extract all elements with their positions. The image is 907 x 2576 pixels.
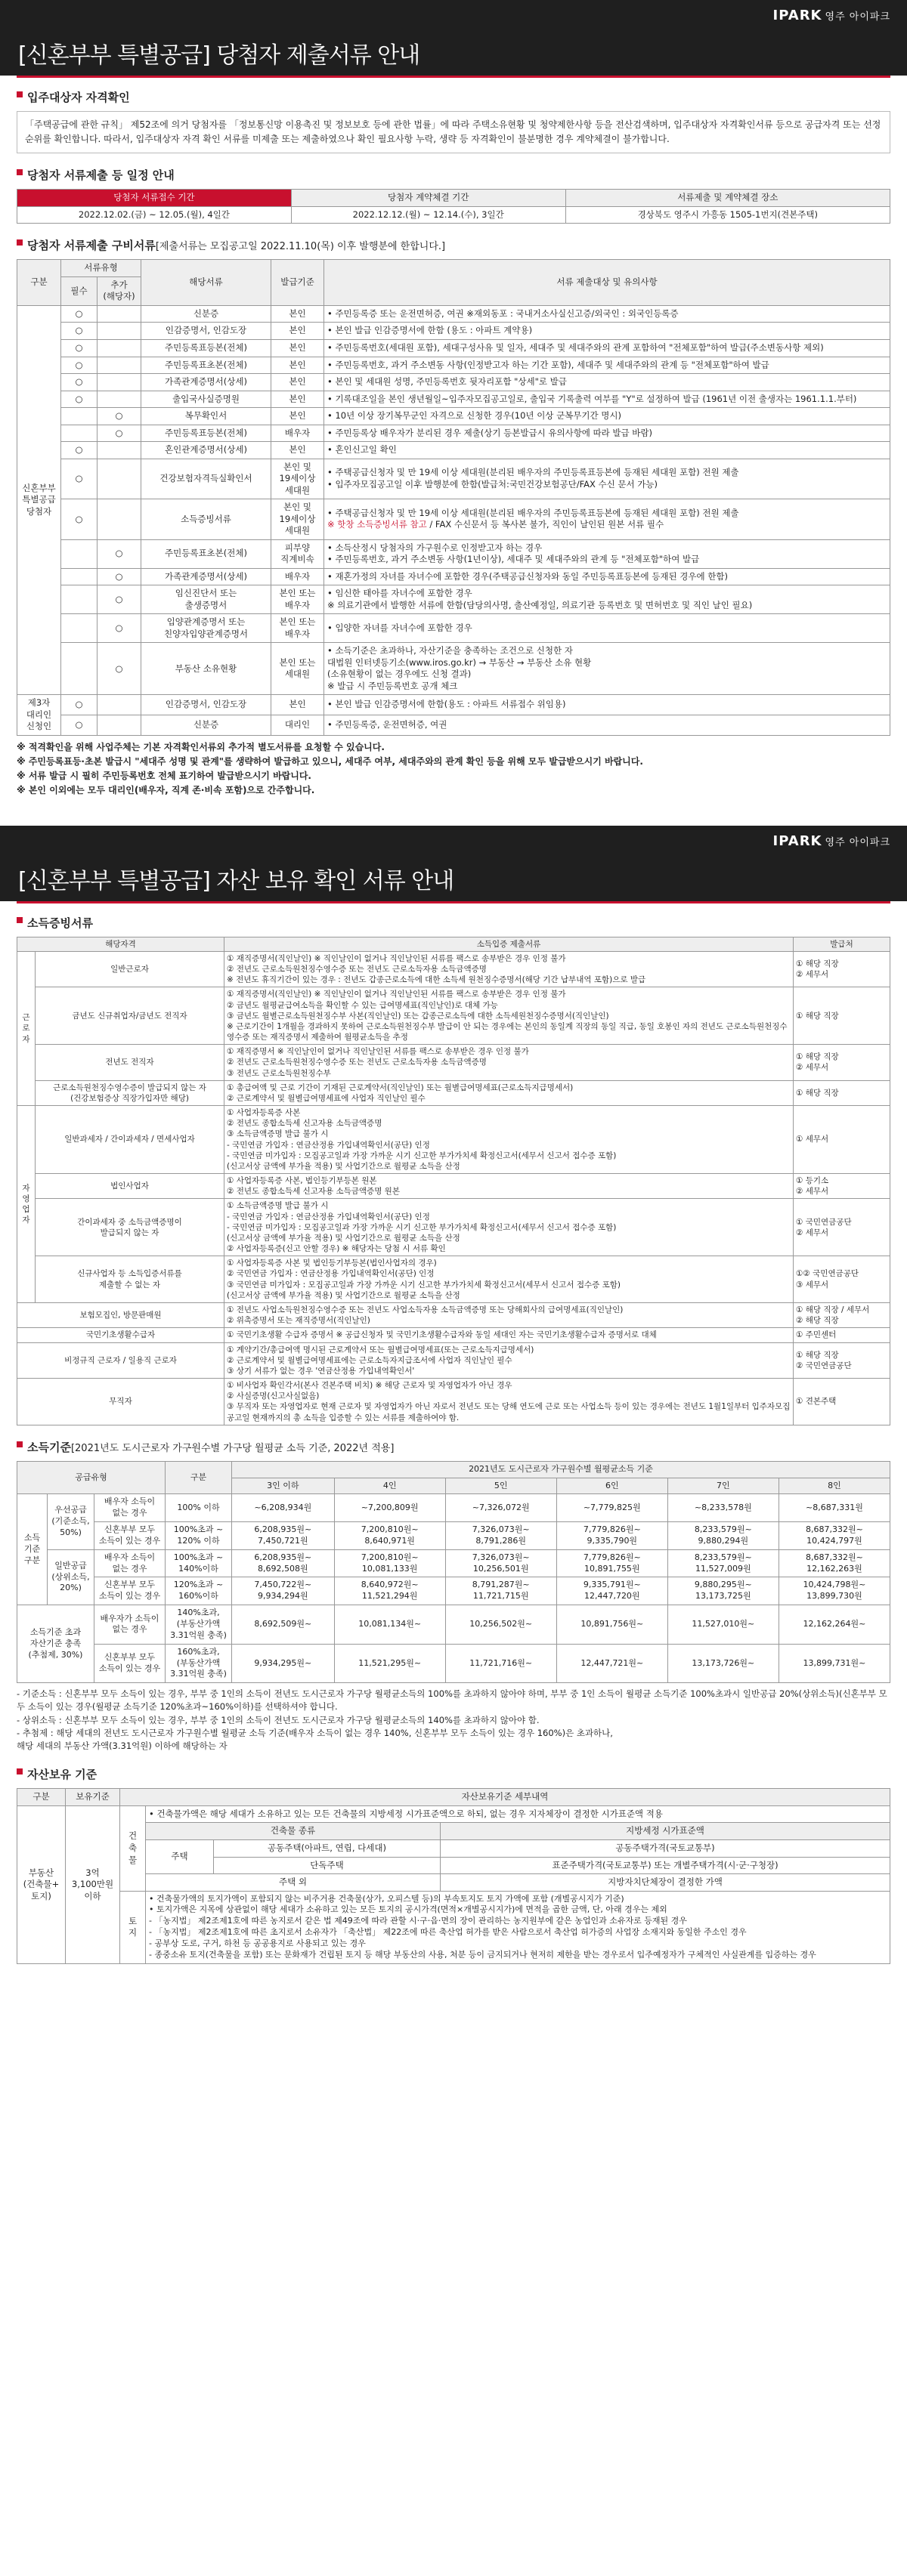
income-standard-row: 신혼부부 모두 소득이 있는 경우 100%초과 ~ 120% 이하 6,208,935원~ 7,450,721원 7,200,810원~ 8,640,971원 7,326,073원~ 8,791,286원 7,779,826원~ 9,335,790원 8,233,579원~ 9,880,294원 8,687,332원~ 10,424,797원 <box>17 1522 890 1550</box>
income-standard-row: 신혼부부 모두 소득이 있는 경우 160%초과, (부동산가액 3.31억원 충족) 9,934,295원~ 11,521,295원~ 11,721,716원~ 12,447,721원~ 13,173,726원~ 13,899,731원~ <box>17 1644 890 1683</box>
section-title-eligibility: 입주대상자 자격확인 <box>17 89 890 105</box>
document-row: ○ 부동산 소유현황 본인 또는 세대원 • 소득기준은 초과하나, 자산기준을 충족하는 조건으로 신청한 자 대법원 인터넷등기소(www.iros.go.kr) → 부동산 → 부동산 소유 현황 (소유현황이 없는 경우에도 신청 결과) ※ 발급 시 주민등록번호 공개 체크 <box>17 643 890 695</box>
income-proof-row: 전년도 전직자 ① 재직증명서 ※ 직인날인이 없거나 직인날인된 서류를 팩스로 송부받은 경우 인정 불가 ② 전년도 근로소득원천징수영수증 또는 전년도 근로소득자용 소득금액증명 ③ 전년도 근로소득원천징수부 ① 해당 직장 ② 세무서 <box>17 1045 890 1081</box>
note-line: - 추첨제 : 해당 세대의 전년도 도시근로자 가구원수별 월평균 소득 기준(배우자 소득이 없는 경우 140%, 신혼부부 모두 소득이 있는 경우 160%)은 초과하나, <box>17 1727 613 1738</box>
document-row: ○ 가족관계증명서(상세) 배우자 • 재혼가정의 자녀를 자녀수에 포함한 경우(주택공급신청자와 동일 주민등록표등본에 등재된 경우에 한함) <box>17 568 890 585</box>
income-proof-row: 법인사업자 ① 사업자등록증 사본, 법인등기부등본 원본 ② 전년도 종합소득세 신고자용 소득금액증명 원본 ① 등기소 ② 세무서 <box>17 1174 890 1199</box>
note-line: - 기준소득 : 신혼부부 모두 소득이 있는 경우, 부부 중 1인의 소득이 전년도 도시근로자 가구당 월평균소득의 100%를 초과하지 않아야 하며, 부부 중 1인 소득이 월평균 소득기준 100%초과시 일반공급 20%(상위소득)(신혼부부 모두 소득이 있는 경우(월평균 소득기준 120%초과~160%이하)를 선택하셔야 합니다. <box>17 1688 887 1713</box>
income-standard-row: 소득기준 초과 자산기준 충족 (추첨제, 30%) 배우자가 소득이 없는 경우 140%초과, (부동산가액 3.31억원 충족) 8,692,509원~ 10,081,134원~ 10,256,502원~ 10,891,756원~ 11,527,010원~ 12,162,264원~ <box>17 1605 890 1645</box>
document-row: ○ 입양관계증명서 또는 친양자입양관계증명서 본인 또는 배우자 • 입양한 자녀를 자녀수에 포함한 경우 <box>17 614 890 643</box>
section-title-documents: 당첨자 서류제출 구비서류[제출서류는 모집공고일 2022.11.10(목) 이후 발행분에 한합니다.] <box>17 237 890 253</box>
document-row: ○ 주민등록표초본(전체) 피부양 직계비속 • 소득산정시 당첨자의 가구원수로 인정받고자 하는 경우 • 주민등록번호, 과거 주소변동 사항(1년이상), 세대주 및 세대주와의 관계 등 "전체포함"하여 발급 <box>17 539 890 568</box>
note-line: ※ 본인 이외에는 모두 대리인(배우자, 직계 존·비속 포함)으로 간주합니다. <box>17 785 315 796</box>
documents-table: 구분 서류유형 해당서류 발급기준 서류 제출대상 및 유의사항 필수 추가 (해당자) 신혼부부 특별공급 당첨자 ○ 신분증 본인 • 주민등록증 또는 운전면허증, 여권 ※재외동포 : 국내거소사실신고증/외국인 : 외국인등록증 ○ 인감증명서, 인감도장 본인 • 본인 발급 인감증명서에 한함 (용도 : 아파트 계약용) ○ 주민등록표등본(전체) 본인 • 주민등록번호(세대원 포함), 세대구성사유 및 일자, 세대주 및 세대주와의 관계 포함하여 "전체포함"하여 발급(주소변동사항 제외) ○ 주민등록표초본(전체) 본인 • 주민등록번호, 과거 주소변동 사항(인정받고자 하는 기간 포함), 세대주 및 세대주와의 관계 등 "전체포함"하여 발급 ○ 가족관계증명서(상세) 본인 • 본인 및 세대원 성명, 주민등록번호 뒷자리포함 "상세"로 발급 ○ 출입국사실증명원 본인 • 기록대조일을 본인 생년월일~입주자모집공고일로, 출입국 기록출력 여부를 "Y"로 설정하여 발급 (1961년 이전 출생자는 1961.1.1.부터) ○ 복무확인서 본인 • 10년 이상 장기복무군인 자격으로 신청한 경우(10년 이상 군복무기간 명시) ○ 주민등록표등본(전체) 배우자 • 주민등록상 배우자가 분리된 경우 제출(상기 등본발급시 유의사항에 따라 발급 바람) ○ 혼인관계증명서(상세) 본인 • 혼인신고일 확인 ○ 건강보험자격득실확인서 본인 및 19세이상 세대원 • 주택공급신청자 및 만 19세 이상 세대원(분리된 배우자의 주민등록표등본에 등재된 세대원 포함) 전원 제출 • 입주자모집공고일 이후 발행분에 한함(발급처:국민건강보험공단/FAX 수신 문서 가능) ○ 소득증빙서류 본인 및 19세이상 세대원 • 주택공급신청자 및 만 19세 이상 세대원(분리된 배우자의 주민등록표등본에 등재된 세대원 포함) 전원 제출 ※ 핫창 소득증빙서류 참고 / FAX 수신문서 등 복사본 불가, 직인이 날인된 원본 서류 필수 ○ 주민등록표초본(전체) 피부양 직계비속 • 소득산정시 당첨자의 가구원수로 인정받고자 하는 경우 • 주민등록번호, 과거 주소변동 사항(1년이상), 세대주 및 세대주와의 관계 등 "전체포함"하여 발급 ○ 가족관계증명서(상세) 배우자 • 재혼가정의 자녀를 자녀수에 포함한 경우(주택공급신청자와 동일 주민등록표등본에 등재된 경우에 한함) ○ 임신진단서 또는 출생증명서 본인 또는 배우자 • 임신한 태아를 자녀수에 포함한 경우 ※ 의료기관에서 발행한 서류에 한함(담당의사명, 출산예정일, 의료기관 등록번호 및 면허번호 및 직인 날인 필요) ○ 입양관계증명서 또는 친양자입양관계증명서 본인 또는 배우자 • 입양한 자녀를 자녀수에 포함한 경우 ○ 부동산 소유현황 본인 또는 세대원 • 소득기준은 초과하나, 자산기준을 충족하는 조건으로 신청한 자 대법원 인터넷등기소(www.iros.go.kr) → 부동산 → 부동산 소유 현황 (소유현황이 없는 경우에도 신청 결과) ※ 발급 시 주민등록번호 공개 체크 제3자 대리인 신청인 ○ 인감증명서, 인감도장 본인 • 본인 발급 인감증명서에 한함(용도 : 아파트 서류접수 위임용) ○ 신분증 대리인 • 주민등록증, 운전면허증, 여권 <box>17 259 890 736</box>
documents-notes <box>17 740 890 798</box>
header-band-1 <box>0 0 907 76</box>
proxy-row: 제3자 대리인 신청인 ○ 인감증명서, 인감도장 본인 • 본인 발급 인감증명서에 한함(용도 : 아파트 서류접수 위임용) <box>17 695 890 715</box>
document-row: ○ 가족관계증명서(상세) 본인 • 본인 및 세대원 성명, 주민등록번호 뒷자리포함 "상세"로 발급 <box>17 374 890 391</box>
document-row: ○ 소득증빙서류 본인 및 19세이상 세대원 • 주택공급신청자 및 만 19세 이상 세대원(분리된 배우자의 주민등록표등본에 등재된 세대원 포함) 전원 제출 ※ 핫창 소득증빙서류 참고 / FAX 수신문서 등 복사본 불가, 직인이 날인된 원본 서류 필수 <box>17 499 890 540</box>
income-standard-table: 공급유형 구분 2021년도 도시근로자 가구원수별 월평균소득 기준 3인 이하 4인 5인 6인 7인 8인 소득 기준 구분 우선공급 (기준소득, 50%) 배우자 소득이 없는 경우 100% 이하 ~6,208,934원 ~7,200,809원 ~7,326,072원 ~7,779,825원 ~8,233,578원 ~8,687,331원 신혼부부 모두 소득이 있는 경우 100%초과 ~ 120% 이하 6,208,935원~ 7,450,721원 7,200,810원~ 8,640,971원 7,326,073원~ 8,791,286원 7,779,826원~ 9,335,790원 8,233,579원~ 9,880,294원 8,687,332원~ 10,424,797원 일반공급 (상위소득, 20%) 배우자 소득이 없는 경우 100%초과 ~ 140%이하 6,208,935원~ 8,692,508원 7,200,810원~ 10,081,133원 7,326,073원~ 10,256,501원 7,779,826원~ 10,891,755원 8,233,579원~ 11,527,009원 8,687,332원~ 12,162,263원 신혼부부 모두 소득이 있는 경우 120%초과 ~ 160%이하 7,450,722원~ 9,934,294원 8,640,972원~ 11,521,294원 8,791,287원~ 11,721,715원 9,335,791원~ 12,447,720원 9,880,295원~ 13,173,725원 10,424,798원~ 13,899,730원 소득기준 초과 자산기준 충족 (추첨제, 30%) 배우자가 소득이 없는 경우 140%초과, (부동산가액 3.31억원 충족) 8,692,509원~ 10,081,134원~ 10,256,502원~ 10,891,756원~ 11,527,010원~ 12,162,264원~ 신혼부부 모두 소득이 있는 경우 160%초과, (부동산가액 3.31억원 충족) 9,934,295원~ 11,521,295원~ 11,721,716원~ 12,447,721원~ 13,173,726원~ 13,899,731원~ <box>17 1461 890 1684</box>
page-title-2: [신혼부부 특별공급] 자산 보유 확인 서류 안내 <box>18 867 454 894</box>
document-row: ○ 주민등록표초본(전체) 본인 • 주민등록번호, 과거 주소변동 사항(인정받고자 하는 기간 포함), 세대주 및 세대주와의 관계 등 "전체포함"하여 발급 <box>17 357 890 374</box>
brand-logo: IPARK 영주 아이파크 <box>772 8 890 23</box>
document-row: ○ 임신진단서 또는 출생증명서 본인 또는 배우자 • 임신한 태아를 자녀수에 포함한 경우 ※ 의료기관에서 발행한 서류에 한함(담당의사명, 출산예정일, 의료기관 등록번호 및 면허번호 및 직인 날인 필요) <box>17 585 890 614</box>
income-proof-row: 보험모집인, 방문판매원 ① 전년도 사업소득원천징수영수증 또는 전년도 사업소득자용 소득금액증명 또는 당해회사의 급여명세표(직인날인) ② 위촉증명서 또는 재직증명서(직인날인) ① 해당 직장 / 세무서 ② 해당 직장 <box>17 1302 890 1327</box>
income-proof-row: 무직자 ① 비사업자 확인각서(본사 견본주택 비치) ※ 해당 근로자 및 자영업자가 아닌 경우 ② 사실증명(신고사실없음) ③ 무직자 또는 자영업자로 현재 근로자 및 자영업자가 아닌 자로서 전년도 또는 당해 연도에 근로 또는 사업소득 등이 있는 경우에는 전년도 1월1일부터 입주자모집공고일 현재까지의 총 소득을 입증할 수 있는 서류를 제출하여야 함. ① 견본주택 <box>17 1379 890 1425</box>
income-proof-row: 금년도 신규취업자/금년도 전직자 ① 재직증명서(직인날인) ※ 직인날인이 없거나 직인날인된 서류를 팩스로 송부받은 경우 인정 불가 ② 금년도 월평균급여소득을 확인할 수 있는 급여명세표(직인날인)로 대체 가능 ③ 금년도 월별근로소득원천징수부 사본(직인날인) 또는 갑종근로소득에 대한 소득세원천징수증명서(직인날인) ※ 근로기간이 1개월을 경과하지 못하여 근로소득원천징수부 발급이 안 되는 경우에는 본인의 동일계 직장의 동일 직급, 동일 호봉인 자의 전년도 근로소득원천징수영수증 또는 재직증명서 제출하여 월평균소득을 추정 ① 해당 직장 <box>17 987 890 1045</box>
document-row: ○ 건강보험자격득실확인서 본인 및 19세이상 세대원 • 주택공급신청자 및 만 19세 이상 세대원(분리된 배우자의 주민등록표등본에 등재된 세대원 포함) 전원 제출 • 입주자모집공고일 이후 발행분에 한함(발급처:국민건강보험공단/FAX 수신 문서 가능) <box>17 459 890 499</box>
income-standard-row: 소득 기준 구분 우선공급 (기준소득, 50%) 배우자 소득이 없는 경우 100% 이하 ~6,208,934원 ~7,200,809원 ~7,326,072원 ~7,779,825원 ~8,233,578원 ~8,687,331원 <box>17 1494 890 1522</box>
brand-logo-2: IPARK 영주 아이파크 <box>772 832 890 849</box>
section-title-income-proof: 소득증빙서류 <box>17 915 890 931</box>
income-standard-row: 일반공급 (상위소득, 20%) 배우자 소득이 없는 경우 100%초과 ~ 140%이하 6,208,935원~ 8,692,508원 7,200,810원~ 10,081,133원 7,326,073원~ 10,256,501원 7,779,826원~ 10,891,755원 8,233,579원~ 11,527,009원 8,687,332원~ 12,162,263원 <box>17 1549 890 1577</box>
schedule-table: 당첨자 서류접수 기간 당첨자 계약체결 기간 서류제출 및 계약체결 장소 2022.12.02.(금) ~ 12.05.(월), 4일간 2022.12.12.(월) ~ 12.14.(수), 3일간 경상북도 영주시 가흥동 1505-1번지(견본주택) <box>17 189 890 224</box>
income-proof-row: 자영업자 일반과세자 / 간이과세자 / 면세사업자 ① 사업자등록증 사본 ② 전년도 종합소득세 신고자용 소득금액증명 ③ 소득금액증명 발급 불가 시 - 국민연금 가입자 : 연금산정용 가입내역확인서(공단) 인정 - 국민연금 미가입자 : 모집공고일과 가장 가까운 시기 신고한 부가가치세 확정신고서(세무서 신고서 접수증 포함) (신고서상 금액에 부가율 적용) 및 사업기간으로 월평균 소득을 산정 ① 세무서 <box>17 1106 890 1174</box>
income-proof-row: 근로소득원천징수영수증이 발급되지 않는 자 (건강보험증상 직장가입자만 해당) ① 총급여액 및 근로 기간이 기재된 근로계약서(직인날인) 또는 월별급여명세표(근로소득지급명세서) ② 근로계약서 및 월별급여명세표에 사업자 직인날인 필수 ① 해당 직장 <box>17 1080 890 1105</box>
section-title-asset: 자산보유 기준 <box>17 1766 890 1782</box>
note-line: 해당 세대의 부동산 가액(3.31억원) 이하에 해당하는 자 <box>17 1740 228 1752</box>
asset-table: 구분 보유기준 자산보유기준 세부내역 부동산 (건축물+ 토지) 3억 3,100만원 이하 건 축 물 • 건축물가액은 해당 세대가 소유하고 있는 모든 건축물의 지방세정 시가표준액으로 하되, 없는 경우 지자체장이 결정한 시가표준액 적용 건축물 종류 지방세정 시가표준액 주택 공동주택(아파트, 연립, 다세대) 공동주택가격(국토교통부) 단독주택 표준주택가격(국토교통부) 또는 개별주택가격(시·군·구청장) 주택 외 지방자치단체장이 결정한 가액 토 지 • 건축물가액의 토지가액이 포함되지 않는 비주거용 건축물(상가, 오피스텔 등)의 부속토지도 토지 가액에 포함 (개별공시지가 기준) • 토지가액은 지목에 상관없이 해당 세대가 소유하고 있는 모든 토지의 공시가격(면적×개별공시지가)에 면적을 곱한 금액, 단, 아래 경우는 제외 - 「농지법」 제2조제1호에 따른 농지로서 같은 법 제49조에 따라 관할 시·구·읍·면의 장이 관리하는 농지원부에 같은 농업인과 소유자로 등재된 경우 - 「농지법」 제2조제1호에 따른 초지로서 소유자가 「축산법」 제22조에 따른 축산업 허가를 받은 사람으로서 축산업 허가증의 사업장 소재지와 동일한 주소인 경우 - 공부상 도로, 구거, 하천 등 공공용지로 사용되고 있는 경우 - 종중소유 토지(건축물을 포함) 또는 문화재가 건립된 토지 등 해당 부동산의 사용, 처분 등이 금지되거나 현저히 제한을 받는 경우로서 입주예정자가 구체적인 사실관계를 입증하는 경우 <box>17 1788 890 1963</box>
income-proof-row: 국민기초생활수급자 ① 국민기초생활 수급자 증명서 ※ 공급신청자 및 국민기초생활수급자와 동일 세대인 자는 국민기초생활수급자 증명서로 대체 ① 주민센터 <box>17 1328 890 1342</box>
income-proof-row: 간이과세자 중 소득금액증명이 발급되지 않는 자 ① 소득금액증명 발급 불가 시 - 국민연금 가입자 : 연금산정용 가입내역확인서(공단) 인정 - 국민연금 미가입자 : 모집공고일과 가장 가까운 시기 신고한 부가가치세 확정신고서(세무서 신고서 접수증 포함) (신고서상 금액에 부가율 적용) 및 사업기간으로 월평균 소득을 산정 ② 사업자등록증(신고 안할 경우) ※ 해당자는 당첨 시 서류 확인 ① 국민연금공단 ② 세무서 <box>17 1199 890 1256</box>
section-title-income-standard: 소득기준[2021년도 도시근로자 가구원수별 가구당 월평균 소득 기준, 2022년 적용] <box>17 1439 890 1455</box>
note-line: ※ 주민등록표등·초본 발급시 "세대주 성명 및 관계"를 생략하여 발급하고 있으니, 세대주 여부, 세대주와의 관계 확인 등을 위해 모두 발급받으시기 바랍니다. <box>17 756 643 768</box>
document-row: ○ 복무확인서 본인 • 10년 이상 장기복무군인 자격으로 신청한 경우(10년 이상 군복무기간 명시) <box>17 408 890 425</box>
page-title: [신혼부부 특별공급] 당첨자 제출서류 안내 <box>18 42 420 69</box>
income-standard-notes <box>17 1688 890 1753</box>
income-proof-row: 근로자 일반근로자 ① 재직증명서(직인날인) ※ 직인날인이 없거나 직인날인된 서류를 팩스로 송부받은 경우 인정 불가 ② 전년도 근로소득원천징수영수증 또는 전년도 근로소득자용 소득금액증명 ※ 전년도 휴직기간이 있는 경우 : 전년도 갑종근로소득에 대한 소득세 원천징수증명서(해당 기간 납부내역 포함)으로 발급 ① 해당 직장 ② 세무서 <box>17 951 890 987</box>
note-line: ※ 서류 발급 시 필히 주민등록번호 전체 표기하여 발급받으시기 바랍니다. <box>17 771 311 782</box>
document-row: 신혼부부 특별공급 당첨자 ○ 신분증 본인 • 주민등록증 또는 운전면허증, 여권 ※재외동포 : 국내거소사실신고증/외국인 : 외국인등록증 <box>17 305 890 323</box>
document-row: ○ 인감증명서, 인감도장 본인 • 본인 발급 인감증명서에 한함 (용도 : 아파트 계약용) <box>17 323 890 340</box>
document-row: ○ 혼인관계증명서(상세) 본인 • 혼인신고일 확인 <box>17 442 890 459</box>
income-proof-table: 해당자격 소득입증 제출서류 발급처 근로자 일반근로자 ① 재직증명서(직인날인) ※ 직인날인이 없거나 직인날인된 서류를 팩스로 송부받은 경우 인정 불가 ② 전년도 근로소득원천징수영수증 또는 전년도 근로소득자용 소득금액증명 ※ 전년도 휴직기간이 있는 경우 : 전년도 갑종근로소득에 대한 소득세 원천징수증명서(해당 기간 납부내역 포함)으로 발급 ① 해당 직장 ② 세무서 금년도 신규취업자/금년도 전직자 ① 재직증명서(직인날인) ※ 직인날인이 없거나 직인날인된 서류를 팩스로 송부받은 경우 인정 불가 ② 금년도 월평균급여소득을 확인할 수 있는 급여명세표(직인날인)로 대체 가능 ③ 금년도 월별근로소득원천징수부 사본(직인날인) 또는 갑종근로소득에 대한 소득세원천징수증명서(직인날인) ※ 근로기간이 1개월을 경과하지 못하여 근로소득원천징수부 발급이 안 되는 경우에는 본인의 동일계 직장의 동일 직급, 동일 호봉인 자의 전년도 근로소득원천징수영수증 또는 재직증명서 제출하여 월평균소득을 추정 ① 해당 직장 전년도 전직자 ① 재직증명서 ※ 직인날인이 없거나 직인날인된 서류를 팩스로 송부받은 경우 인정 불가 ② 전년도 근로소득원천징수영수증 또는 전년도 근로소득자용 소득금액증명 ③ 전년도 근로소득원천징수부 ① 해당 직장 ② 세무서 근로소득원천징수영수증이 발급되지 않는 자 (건강보험증상 직장가입자만 해당) ① 총급여액 및 근로 기간이 기재된 근로계약서(직인날인) 또는 월별급여명세표(근로소득지급명세서) ② 근로계약서 및 월별급여명세표에 사업자 직인날인 필수 ① 해당 직장 자영업자 일반과세자 / 간이과세자 / 면세사업자 ① 사업자등록증 사본 ② 전년도 종합소득세 신고자용 소득금액증명 ③ 소득금액증명 발급 불가 시 - 국민연금 가입자 : 연금산정용 가입내역확인서(공단) 인정 - 국민연금 미가입자 : 모집공고일과 가장 가까운 시기 신고한 부가가치세 확정신고서(세무서 신고서 접수증 포함) (신고서상 금액에 부가율 적용) 및 사업기간으로 월평균 소득을 산정 ① 세무서 법인사업자 ① 사업자등록증 사본, 법인등기부등본 원본 ② 전년도 종합소득세 신고자용 소득금액증명 원본 ① 등기소 ② 세무서 간이과세자 중 소득금액증명이 발급되지 않는 자 ① 소득금액증명 발급 불가 시 - 국민연금 가입자 : 연금산정용 가입내역확인서(공단) 인정 - 국민연금 미가입자 : 모집공고일과 가장 가까운 시기 신고한 부가가치세 확정신고서(세무서 신고서 접수증 포함) (신고서상 금액에 부가율 적용) 및 사업기간으로 월평균 소득을 산정 ② 사업자등록증(신고 안할 경우) ※ 해당자는 당첨 시 서류 확인 ① 국민연금공단 ② 세무서 신규사업자 등 소득입증서류를 제출할 수 없는 자 ① 사업자등록증 사본 및 법인등기부등본(법인사업자의 경우) ② 국민연금 가입자 : 연금산정용 가입내역확인서(공단) 인정 ③ 국민연금 미가입자 : 모집공고일과 가장 가까운 시기 신고한 부가가치세 확정신고서(세무서 신고서 접수증 포함) (신고서상 금액에 부가율 적용) 및 사업기간으로 월평균 소득을 산정 ①② 국민연금공단 ③ 세무서 보험모집인, 방문판매원 ① 전년도 사업소득원천징수영수증 또는 전년도 사업소득자용 소득금액증명 또는 당해회사의 급여명세표(직인날인) ② 위촉증명서 또는 재직증명서(직인날인) ① 해당 직장 / 세무서 ② 해당 직장 국민기초생활수급자 ① 국민기초생활 수급자 증명서 ※ 공급신청자 및 국민기초생활수급자와 동일 세대인 자는 국민기초생활수급자 증명서로 대체 ① 주민센터 비정규직 근로자 / 일용직 근로자 ① 계약기간/총급여액 명시된 근로계약서 또는 월별급여명세표(또는 근로소득지급명세서) ② 근로계약서 및 월별급여명세표에는 근로소득자지급조서에 사업자 직인날인 필수 ③ 상기 서류가 없는 경우 '연금산정용 가입내역확인서' ① 해당 직장 ② 국민연금공단 무직자 ① 비사업자 확인각서(본사 견본주택 비치) ※ 해당 근로자 및 자영업자가 아닌 경우 ② 사실증명(신고사실없음) ③ 무직자 또는 자영업자로 현재 근로자 및 자영업자가 아닌 자로서 전년도 또는 당해 연도에 근로 또는 사업소득 등이 있는 경우에는 전년도 1월1일부터 입주자모집공고일 현재까지의 총 소득을 입증할 수 있는 서류를 제출하여야 함. ① 견본주택 <box>17 937 890 1425</box>
note-line: - 상위소득 : 신혼부부 모두 소득이 있는 경우, 부부 중 1인의 소득이 전년도 도시근로자 가구당 월평균소득의 140%를 초과하지 않아야 함. <box>17 1714 540 1725</box>
note-line: ※ 적격확인을 위해 사업주체는 기본 자격확인서류외 추가적 별도서류를 요청할 수 있습니다. <box>17 741 385 752</box>
header-band-2 <box>0 826 907 901</box>
income-standard-row: 신혼부부 모두 소득이 있는 경우 120%초과 ~ 160%이하 7,450,722원~ 9,934,294원 8,640,972원~ 11,521,294원 8,791,287원~ 11,721,715원 9,335,791원~ 12,447,720원 9,880,295원~ 13,173,725원 10,424,798원~ 13,899,730원 <box>17 1577 890 1605</box>
document-row: ○ 주민등록표등본(전체) 배우자 • 주민등록상 배우자가 분리된 경우 제출(상기 등본발급시 유의사항에 따라 발급 바람) <box>17 425 890 442</box>
section-title-schedule: 당첨자 서류제출 등 일정 안내 <box>17 167 890 183</box>
proxy-row: ○ 신분증 대리인 • 주민등록증, 운전면허증, 여권 <box>17 715 890 736</box>
income-proof-row: 비정규직 근로자 / 일용직 근로자 ① 계약기간/총급여액 명시된 근로계약서 또는 월별급여명세표(또는 근로소득지급명세서) ② 근로계약서 및 월별급여명세표에는 근로소득자지급조서에 사업자 직인날인 필수 ③ 상기 서류가 없는 경우 '연금산정용 가입내역확인서' ① 해당 직장 ② 국민연금공단 <box>17 1342 890 1379</box>
document-row: ○ 출입국사실증명원 본인 • 기록대조일을 본인 생년월일~입주자모집공고일로, 출입국 기록출력 여부를 "Y"로 설정하여 발급 (1961년 이전 출생자는 1961.1.1.부터) <box>17 391 890 408</box>
eligibility-text: 「주택공급에 관한 규칙」 제52조에 의거 당첨자를 「정보통신망 이용촉진 및 정보보호 등에 관한 법률」에 따라 주택소유현황 및 청약제한사항 등을 전산검색하며, 입주대상자 자격확인서류 등으로 공급자격 또는 선정순위를 확인합니다. 따라서, 입주대상자 자격 확인 서류를 미제출 또는 제출하였으나 확인 필요사항 누락, 생략 등 자격확인이 불분명한 경우 계약체결이 불가합니다. <box>17 111 890 153</box>
document-row: ○ 주민등록표등본(전체) 본인 • 주민등록번호(세대원 포함), 세대구성사유 및 일자, 세대주 및 세대주와의 관계 포함하여 "전체포함"하여 발급(주소변동사항 제외) <box>17 339 890 357</box>
income-proof-row: 신규사업자 등 소득입증서류를 제출할 수 없는 자 ① 사업자등록증 사본 및 법인등기부등본(법인사업자의 경우) ② 국민연금 가입자 : 연금산정용 가입내역확인서(공단) 인정 ③ 국민연금 미가입자 : 모집공고일과 가장 가까운 시기 신고한 부가가치세 확정신고서(세무서 신고서 접수증 포함) (신고서상 금액에 부가율 적용) 및 사업기간으로 월평균 소득을 산정 ①② 국민연금공단 ③ 세무서 <box>17 1256 890 1303</box>
